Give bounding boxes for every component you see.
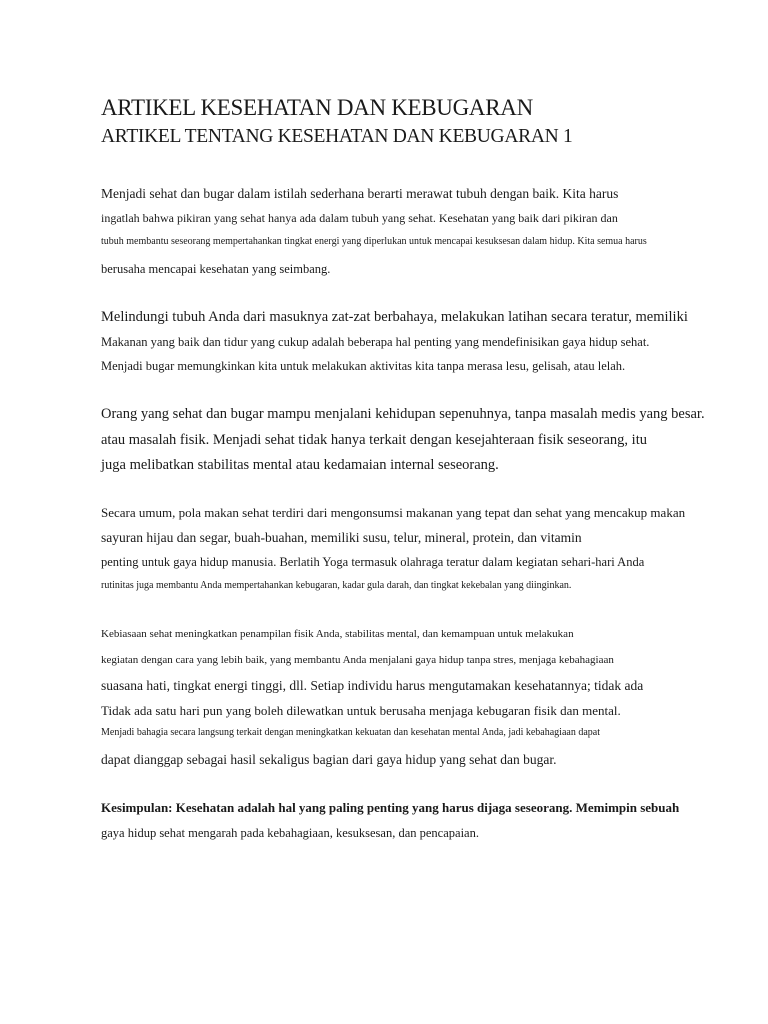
paragraph-1-line-2: ingatlah bahwa pikiran yang sehat hanya ada dalam tubuh yang sehat. Kesehatan yang baik dari pikiran dan [101, 211, 618, 225]
conclusion-line-2: gaya hidup sehat mengarah pada kebahagiaan, kesuksesan, dan pencapaian. [101, 826, 479, 840]
conclusion-text: Kesimpulan: Kesehatan adalah hal yang paling penting yang harus dijaga seseorang. Memimpin sebuah [101, 800, 680, 815]
paragraph-4-line-1: Secara umum, pola makan sehat terdiri dari mengonsumsi makanan yang tepat dan sehat yang mencakup makan [101, 505, 686, 520]
paragraph-1-line-3: tubuh membantu seseorang mempertahankan tingkat energi yang diperlukan untuk mencapai kesuksesan dalam hidup. Kita semua harus [101, 236, 647, 247]
paragraph-5-line-3: suasana hati, tingkat energi tinggi, dll. Setiap individu harus mengutamakan kesehatannya; tidak ada [101, 678, 644, 693]
paragraph-3-line-1: Orang yang sehat dan bugar mampu menjalani kehidupan sepenuhnya, tanpa masalah medis yang besar. [101, 406, 705, 422]
paragraph-4-line-2: sayuran hijau dan segar, buah-buahan, memiliki susu, telur, mineral, protein, dan vitamin [101, 530, 582, 545]
document-subtitle: ARTIKEL TENTANG KESEHATAN DAN KEBUGARAN 1 [101, 126, 573, 147]
paragraph-5-line-5: Menjadi bahagia secara langsung terkait dengan meningkatkan kekuatan dan kesehatan mental Anda, jadi kebahagiaan dapat [101, 727, 600, 738]
paragraph-2-line-2: Makanan yang baik dan tidur yang cukup adalah beberapa hal penting yang mendefinisikan gaya hidup sehat. [101, 335, 650, 349]
paragraph-5-line-1: Kebiasaan sehat meningkatkan penampilan fisik Anda, stabilitas mental, dan kemampuan untuk melakukan [101, 628, 574, 640]
paragraph-1-line-4: berusaha mencapai kesehatan yang seimbang. [101, 262, 331, 276]
paragraph-3-line-3: juga melibatkan stabilitas mental atau kedamaian internal seseorang. [101, 457, 499, 473]
paragraph-5-line-6: dapat dianggap sebagai hasil sekaligus bagian dari gaya hidup yang sehat dan bugar. [101, 752, 557, 767]
paragraph-5-line-4: Tidak ada satu hari pun yang boleh dilewatkan untuk berusaha menjaga kebugaran fisik dan mental. [101, 703, 621, 718]
document-title: ARTIKEL KESEHATAN DAN KEBUGARAN [101, 95, 533, 120]
paragraph-4-line-4: rutinitas juga membantu Anda mempertahankan kebugaran, kadar gula darah, dan tingkat kekebalan yang diinginkan. [101, 580, 572, 591]
paragraph-3-line-2: atau masalah fisik. Menjadi sehat tidak hanya terkait dengan kesejahteraan fisik seseorang, itu [101, 432, 647, 448]
paragraph-5-line-2: kegiatan dengan cara yang lebih baik, yang membantu Anda menjalani gaya hidup tanpa stres, menjaga kebahagiaan [101, 654, 614, 666]
conclusion-line-1 [101, 800, 679, 816]
paragraph-2-line-1: Melindungi tubuh Anda dari masuknya zat-zat berbahaya, melakukan latihan secara teratur, memiliki [101, 309, 688, 325]
paragraph-2-line-3: Menjadi bugar memungkinkan kita untuk melakukan aktivitas kita tanpa merasa lesu, gelisah, atau lelah. [101, 359, 626, 373]
paragraph-1-line-1: Menjadi sehat dan bugar dalam istilah sederhana berarti merawat tubuh dengan baik. Kita harus [101, 186, 619, 201]
paragraph-4-line-3: penting untuk gaya hidup manusia. Berlatih Yoga termasuk olahraga teratur dalam kegiatan sehari-hari Anda [101, 555, 645, 569]
